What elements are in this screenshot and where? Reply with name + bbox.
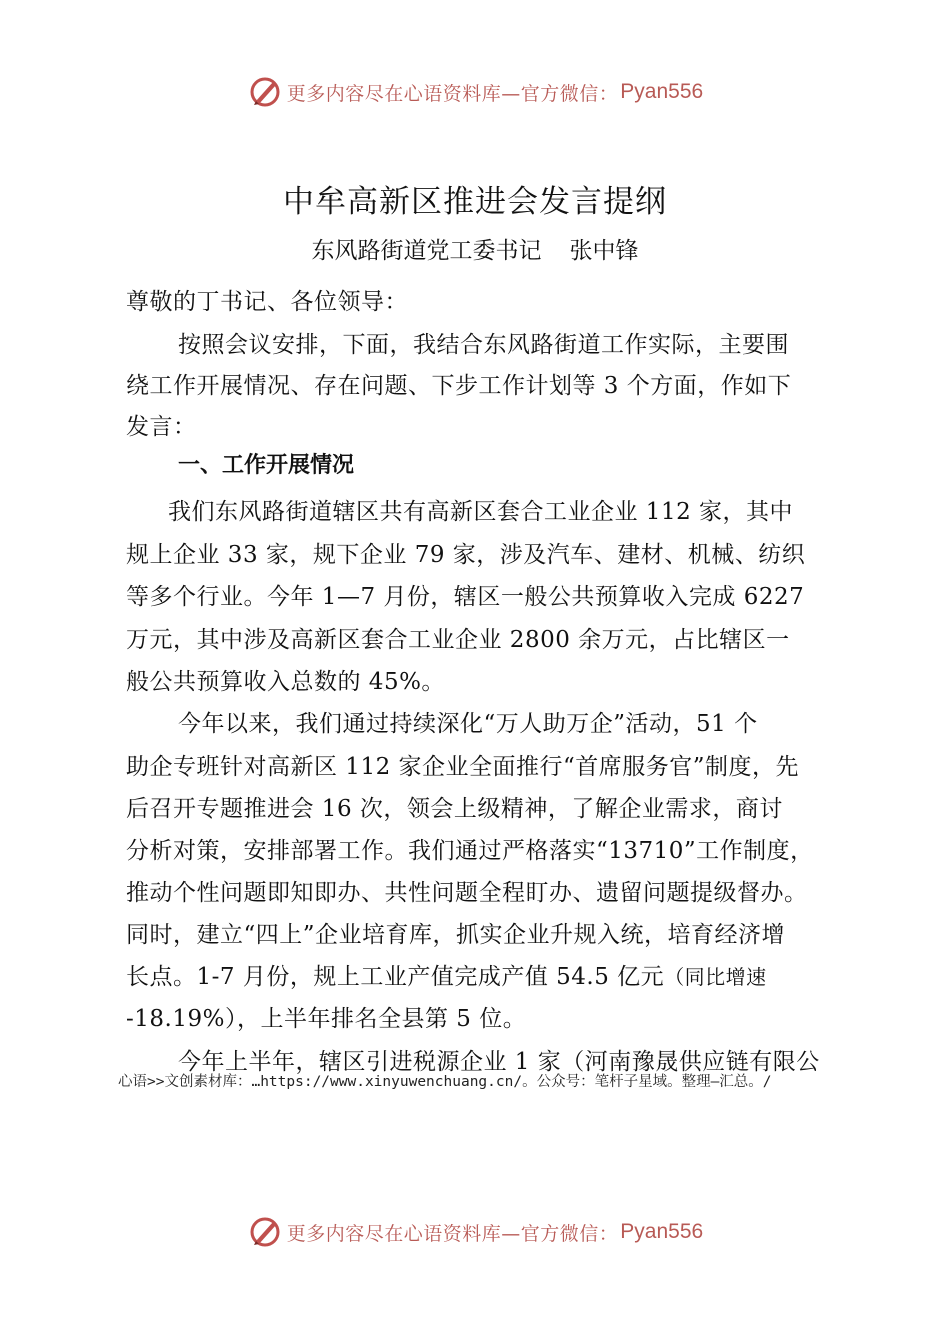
banner-text: 更多内容尽在心语资料库—官方微信：	[286, 82, 619, 105]
paragraph-line: 推动个性问题即知即办、共性问题全程盯办、遗留问题提级督办。	[126, 880, 808, 906]
author-name: 张中锋	[569, 238, 639, 264]
paragraph-line: 绕工作开展情况、存在问题、下步工作计划等 3 个方面，作如下	[126, 373, 792, 399]
document-title: 中牟高新区推进会发言提纲	[283, 184, 667, 220]
paragraph-line: 按照会议安排，下面，我结合东风路街道工作实际，主要围	[178, 332, 789, 358]
paragraph-line: 般公共预算收入总数的 45%。	[126, 669, 445, 695]
author-role: 东风路街道党工委书记	[311, 238, 542, 264]
banner-account: Pyan556	[620, 80, 704, 103]
salutation: 尊敬的丁书记、各位领导：	[126, 289, 408, 315]
paragraph-line: 分析对策，安排部署工作。我们通过严格落实“13710”工作制度，	[126, 838, 814, 864]
banner-text: 更多内容尽在心语资料库—官方微信：	[286, 1222, 619, 1245]
paragraph-line: 后召开专题推进会 16 次，领会上级精神，了解企业需求，商讨	[126, 796, 783, 822]
paragraph-line: 我们东风路街道辖区共有高新区套合工业企业 112 家，其中	[168, 499, 794, 525]
source-note: 心语>>文创素材库：…https://www.xinyuwenchuang.cn/。公众号：笔杆子星域。整理—汇总。/	[118, 1074, 772, 1090]
paragraph-line: 今年上半年，辖区引进税源企业 1 家（河南豫晟供应链有限公	[178, 1049, 820, 1075]
paragraph-line: 今年以来，我们通过持续深化“万人助万企”活动，51 个	[178, 711, 758, 737]
paragraph-line	[126, 958, 767, 991]
text-span-small: （同比增速	[664, 965, 767, 989]
paragraph-line: 规上企业 33 家，规下企业 79 家，涉及汽车、建材、机械、纺织	[126, 542, 806, 568]
pen-logo-icon	[247, 1214, 283, 1250]
paragraph-line: 发言：	[126, 414, 197, 440]
pen-logo-icon	[247, 74, 283, 110]
watermark-banner-bottom	[0, 1212, 950, 1252]
paragraph-line: -18.19%），上半年排名全县第 5 位。	[126, 1006, 527, 1032]
author-line	[0, 232, 950, 265]
text-span: 长点。1-7 月份，规上工业产值完成产值 54.5 亿元	[126, 964, 665, 990]
banner-account: Pyan556	[620, 1220, 704, 1243]
paragraph-line: 助企专班针对高新区 112 家企业全面推行“首席服务官”制度，先	[126, 754, 800, 780]
watermark-banner-top	[0, 72, 950, 112]
section-heading: 一、工作开展情况	[178, 453, 355, 478]
paragraph-line: 万元，其中涉及高新区套合工业企业 2800 余万元，占比辖区一	[126, 627, 790, 653]
paragraph-line: 同时，建立“四上”企业培育库，抓实企业升规入统，培育经济增	[126, 922, 786, 948]
paragraph-line: 等多个行业。今年 1—7 月份，辖区一般公共预算收入完成 6227	[126, 584, 805, 610]
